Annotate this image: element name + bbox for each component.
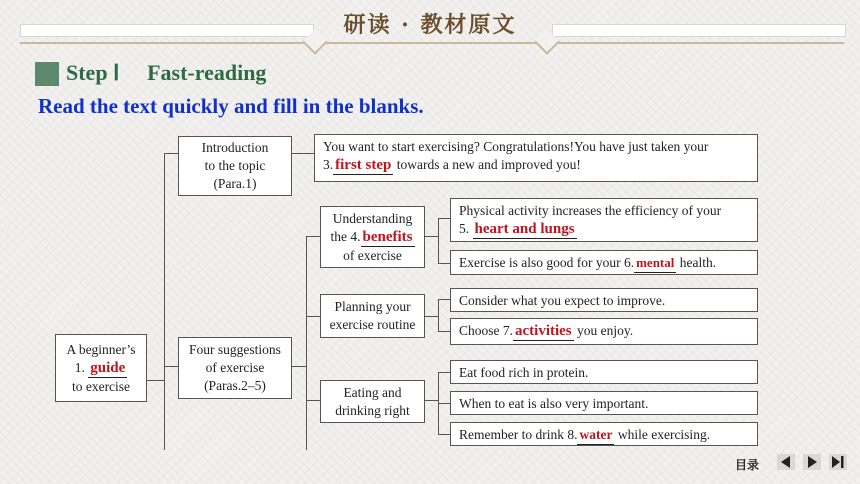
header-bar-right xyxy=(552,24,846,37)
connector xyxy=(425,236,438,237)
intro-detail xyxy=(314,134,758,182)
benefit-detail-1 xyxy=(450,198,758,242)
answer-blank-7: activities xyxy=(515,323,572,339)
node-text: Four suggestions xyxy=(189,342,281,357)
connector xyxy=(438,218,439,263)
blank-number: 1. xyxy=(74,359,85,375)
step-name: Fast-reading xyxy=(147,60,267,85)
node-text: Understanding xyxy=(332,210,413,226)
answer-blank-3: first step xyxy=(335,157,392,173)
connector xyxy=(438,299,439,331)
triangle-right-icon[interactable] xyxy=(803,454,821,470)
connector xyxy=(438,434,450,435)
connector xyxy=(292,153,314,154)
node-text: exercise routine xyxy=(329,317,416,332)
detail-text: When to eat is also very important. xyxy=(459,396,649,411)
intro-node xyxy=(178,136,292,196)
connector xyxy=(425,400,438,401)
answer-blank-8: water xyxy=(577,426,614,445)
node-text: Introduction xyxy=(201,140,269,155)
connector xyxy=(438,403,450,404)
detail-text: while exercising. xyxy=(614,427,711,442)
triangle-left-icon[interactable] xyxy=(777,454,795,470)
eating-detail-2 xyxy=(450,391,758,415)
answer-blank-6: mental xyxy=(634,254,676,273)
planning-detail-1 xyxy=(450,288,758,312)
root-post: to exercise xyxy=(71,378,131,394)
step-heading xyxy=(66,60,266,86)
node-text: of exercise xyxy=(343,247,402,263)
node-text: to the topic xyxy=(204,158,266,173)
connector xyxy=(306,316,320,317)
answer-blank-1: guide xyxy=(90,359,126,376)
node-text: Planning your xyxy=(334,299,411,314)
node-text: of exercise xyxy=(205,360,265,375)
answer-blank-5: heart and lungs xyxy=(474,221,575,237)
instruction-text: Read the text quickly and fill in the blanks. xyxy=(38,94,424,118)
detail-text: Physical activity increases the efficiency of your xyxy=(459,203,722,218)
connector xyxy=(438,218,450,219)
detail-text: Consider what you expect to improve. xyxy=(459,293,666,308)
node-text: (Paras.2–5) xyxy=(204,378,266,393)
header-bar-left xyxy=(20,24,314,37)
eating-detail-1 xyxy=(450,360,758,384)
node-text: Eating and xyxy=(343,384,402,400)
connector xyxy=(147,380,164,381)
planning-node xyxy=(320,294,425,338)
connector xyxy=(438,263,450,264)
detail-text: health. xyxy=(676,255,717,270)
detail-text: Eat food rich in protein. xyxy=(459,365,589,380)
detail-answer-line xyxy=(323,156,749,175)
node-text: drinking right xyxy=(335,402,410,418)
connector xyxy=(438,372,450,373)
root-pre: A beginner’s xyxy=(66,341,136,357)
root-answer-line xyxy=(56,359,146,378)
blank-number: 5. xyxy=(459,221,470,236)
detail-text: you enjoy. xyxy=(573,323,634,338)
detail-text: Remember to drink 8. xyxy=(459,427,578,442)
suggestions-node xyxy=(178,337,292,399)
answer-blank-4: benefits xyxy=(362,228,413,245)
detail-answer-line xyxy=(459,220,749,239)
connector xyxy=(164,366,178,367)
connector xyxy=(438,331,450,332)
root-node xyxy=(55,334,147,402)
eating-node xyxy=(320,380,425,423)
connector xyxy=(438,299,450,300)
connector xyxy=(306,400,320,401)
benefit-detail-2 xyxy=(450,250,758,275)
connector xyxy=(425,316,438,317)
connector xyxy=(306,236,320,237)
eating-detail-3 xyxy=(450,422,758,446)
detail-text: towards a new and improved you! xyxy=(393,157,581,172)
benefits-answer-line xyxy=(321,228,424,247)
detail-text: You want to start exercising? Congratulations!You have just taken your xyxy=(323,139,709,154)
benefits-node xyxy=(320,206,425,268)
step-label: Step Ⅰ xyxy=(66,60,120,85)
connector xyxy=(164,153,165,450)
detail-text: Exercise is also good for your 6. xyxy=(459,255,635,270)
step-marker xyxy=(35,62,59,86)
header-rule xyxy=(20,42,844,44)
node-text: (Para.1) xyxy=(213,176,257,191)
node-text: the 4. xyxy=(330,228,361,244)
planning-detail-2 xyxy=(450,318,758,345)
connector xyxy=(164,153,178,154)
blank-number: 3. xyxy=(323,157,334,172)
skip-end-icon[interactable] xyxy=(829,454,847,470)
connector xyxy=(306,236,307,450)
detail-text: Choose 7. xyxy=(459,323,513,338)
page-title: 研读 · 教材原文 xyxy=(343,12,517,38)
contents-link[interactable]: 目录 xyxy=(734,458,759,472)
connector xyxy=(292,366,306,367)
